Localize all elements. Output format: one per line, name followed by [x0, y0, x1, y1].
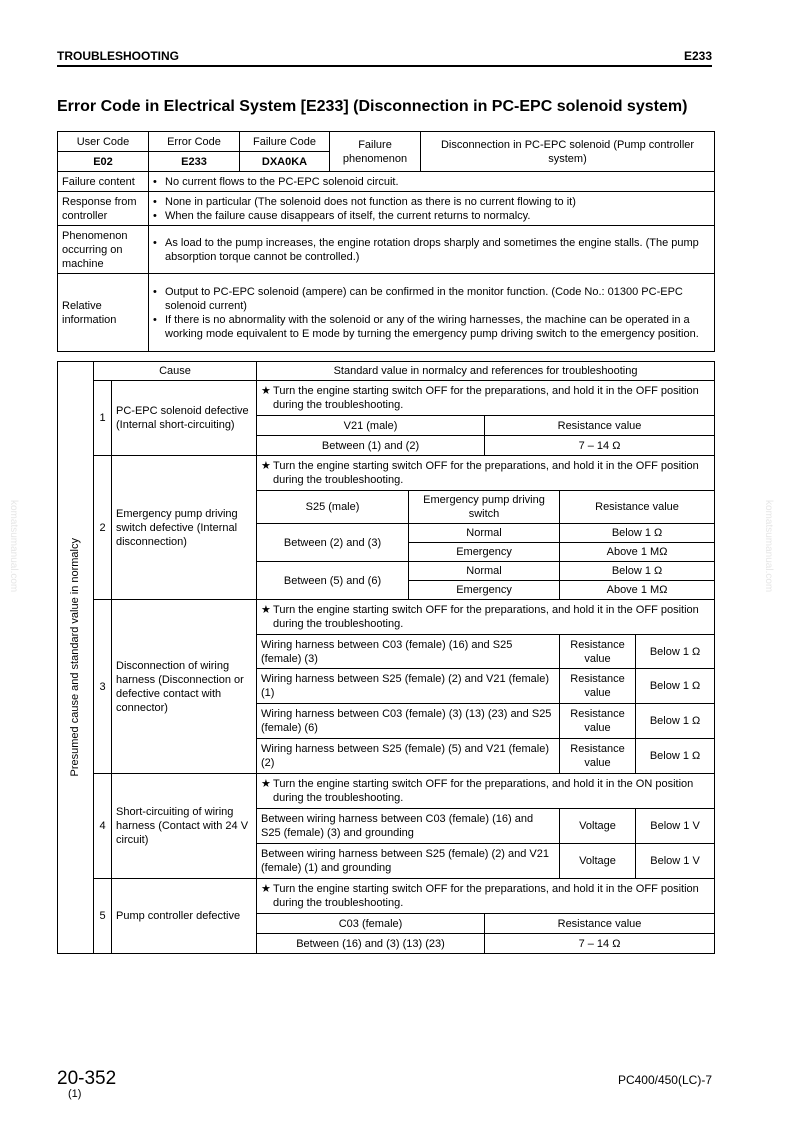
user-code-label: User Code — [58, 132, 149, 152]
cause-1-number: 1 — [94, 381, 112, 456]
c2-emergency-1: Emergency — [409, 543, 560, 562]
phenomenon-value — [149, 226, 715, 274]
c3-harness-3: Wiring harness between C03 (female) (3) (13) (23) and S25 (female) (6) — [257, 704, 560, 739]
relative-info-label: Relative information — [58, 274, 149, 352]
failure-content-value — [149, 172, 715, 192]
c3-type-2: Resistance value — [560, 669, 636, 704]
failure-code-value: DXA0KA — [240, 152, 330, 172]
c4-value-1: Below 1 V — [636, 809, 715, 844]
failure-phenomenon-value: Disconnection in PC-EPC solenoid (Pump controller system) — [421, 132, 715, 172]
section-header: TROUBLESHOOTING — [57, 49, 179, 63]
c2-col-resistance: Resistance value — [560, 491, 715, 524]
c1-col-resistance: Resistance value — [485, 416, 715, 436]
standard-header: Standard value in normalcy and references for troubleshooting — [257, 362, 715, 381]
c4-type-1: Voltage — [560, 809, 636, 844]
star-icon: ★ — [261, 883, 271, 895]
side-label-cell — [58, 362, 94, 954]
c3-value-4: Below 1 Ω — [636, 739, 715, 774]
page-title: Error Code in Electrical System [E233] (Disconnection in PC-EPC solenoid system) — [57, 98, 688, 115]
side-label: Presumed cause and standard value in normalcy — [69, 538, 81, 777]
c1-col-connector: V21 (male) — [257, 416, 485, 436]
page-number: 20-352 — [57, 1068, 117, 1089]
c3-harness-2: Wiring harness between S25 (female) (2) and V21 (female) (1) — [257, 669, 560, 704]
cause-1-note-text: Turn the engine starting switch OFF for the preparations, and hold it in the OFF position during the troubleshooting. — [273, 385, 699, 411]
cause-2-note-text: Turn the engine starting switch OFF for the preparations, and hold it in the OFF position during the troubleshooting. — [273, 460, 699, 486]
cause-4-number: 4 — [94, 774, 112, 879]
cause-5-number: 5 — [94, 879, 112, 954]
star-icon: ★ — [261, 460, 271, 472]
summary-table — [57, 131, 715, 352]
failure-content-label: Failure content — [58, 172, 149, 192]
cause-3-note — [257, 600, 715, 635]
star-icon: ★ — [261, 385, 271, 397]
cause-3-number: 3 — [94, 600, 112, 774]
c3-harness-1: Wiring harness between C03 (female) (16) and S25 (female) (3) — [257, 635, 560, 669]
cause-1-note — [257, 381, 715, 416]
bullet: • — [153, 195, 157, 208]
c4-type-2: Voltage — [560, 844, 636, 879]
response-value — [149, 192, 715, 226]
response-text-2: When the failure cause disappears of itself, the current returns to normalcy. — [165, 209, 531, 222]
relative-info-text-1: Output to PC-EPC solenoid (ampere) can be confirmed in the monitor function. (Code No.: 01300 PC-EPC solenoid current) — [165, 285, 683, 312]
c2-col-switch: Emergency pump driving switch — [409, 491, 560, 524]
cause-3-text: Disconnection of wiring harness (Disconnection or defective contact with connector) — [112, 600, 257, 774]
cause-4-note — [257, 774, 715, 809]
phenomenon-label: Phenomenon occurring on machine — [58, 226, 149, 274]
cause-2-number: 2 — [94, 456, 112, 600]
page-revision: (1) — [68, 1088, 82, 1100]
cause-4-text: Short-circuiting of wiring harness (Contact with 24 V circuit) — [112, 774, 257, 879]
header-rule — [57, 65, 712, 67]
bullet: • — [153, 313, 157, 326]
c2-below-1: Below 1 Ω — [560, 524, 715, 543]
cause-header: Cause — [94, 362, 257, 381]
failure-code-label: Failure Code — [240, 132, 330, 152]
c3-harness-4: Wiring harness between S25 (female) (5) and V21 (female) (2) — [257, 739, 560, 774]
error-code-header: E233 — [683, 49, 712, 63]
error-code-value: E233 — [149, 152, 240, 172]
cause-5-note-text: Turn the engine starting switch OFF for the preparations, and hold it in the OFF position during the troubleshooting. — [273, 883, 699, 909]
bullet: • — [153, 209, 157, 222]
c3-value-2: Below 1 Ω — [636, 669, 715, 704]
c2-col-connector: S25 (male) — [257, 491, 409, 524]
c1-row-value: 7 – 14 Ω — [485, 436, 715, 456]
failure-content-text: No current flows to the PC-EPC solenoid circuit. — [165, 175, 399, 188]
bullet: • — [153, 285, 157, 298]
c1-row-pins: Between (1) and (2) — [257, 436, 485, 456]
c3-type-3: Resistance value — [560, 704, 636, 739]
c2-above-1: Above 1 MΩ — [560, 543, 715, 562]
c5-row-value: 7 – 14 Ω — [485, 934, 715, 954]
c2-normal-2: Normal — [409, 562, 560, 581]
c4-harness-1: Between wiring harness between C03 (female) (16) and S25 (female) (3) and grounding — [257, 809, 560, 844]
cause-2-note — [257, 456, 715, 491]
cause-2-text: Emergency pump driving switch defective (Internal disconnection) — [112, 456, 257, 600]
bullet: • — [153, 236, 157, 249]
cause-5-note — [257, 879, 715, 914]
c2-normal-1: Normal — [409, 524, 560, 543]
bullet: • — [153, 175, 157, 188]
c2-emergency-2: Emergency — [409, 581, 560, 600]
c5-row-pins: Between (16) and (3) (13) (23) — [257, 934, 485, 954]
model-name: PC400/450(LC)-7 — [617, 1073, 712, 1087]
watermark-left: komatsumanual.com — [8, 500, 19, 593]
c3-type-1: Resistance value — [560, 635, 636, 669]
c2-below-2: Below 1 Ω — [560, 562, 715, 581]
c2-above-2: Above 1 MΩ — [560, 581, 715, 600]
phenomenon-text: As load to the pump increases, the engine rotation drops sharply and sometimes the engine stalls. (The pump absorption torque cannot be controlled.) — [165, 236, 699, 263]
cause-3-note-text: Turn the engine starting switch OFF for the preparations, and hold it in the OFF position during the troubleshooting. — [273, 604, 699, 630]
c4-value-2: Below 1 V — [636, 844, 715, 879]
c4-harness-2: Between wiring harness between S25 (female) (2) and V21 (female) (1) and grounding — [257, 844, 560, 879]
response-label: Response from controller — [58, 192, 149, 226]
response-text-1: None in particular (The solenoid does not function as there is no current flowing to it) — [165, 195, 576, 208]
relative-info-value — [149, 274, 715, 352]
c3-type-4: Resistance value — [560, 739, 636, 774]
star-icon: ★ — [261, 778, 271, 790]
error-code-label: Error Code — [149, 132, 240, 152]
c3-value-3: Below 1 Ω — [636, 704, 715, 739]
c3-value-1: Below 1 Ω — [636, 635, 715, 669]
c5-col-connector: C03 (female) — [257, 914, 485, 934]
c2-pair-2: Between (5) and (6) — [257, 562, 409, 600]
relative-info-text-2: If there is no abnormality with the solenoid or any of the wiring harnesses, the machine can be operated in a working mode equivalent to E mode by turning the emergency pump driving switch to the emergency position. — [165, 313, 699, 340]
cause-5-text: Pump controller defective — [112, 879, 257, 954]
failure-phenomenon-label: Failure phenomenon — [330, 132, 421, 172]
watermark-right: komatsumanual.com — [763, 500, 774, 593]
cause-1-text: PC-EPC solenoid defective (Internal short-circuiting) — [112, 381, 257, 456]
c2-pair-1: Between (2) and (3) — [257, 524, 409, 562]
c5-col-resistance: Resistance value — [485, 914, 715, 934]
cause-4-note-text: Turn the engine starting switch OFF for the preparations, and hold it in the ON position during the troubleshooting. — [273, 778, 694, 804]
star-icon: ★ — [261, 604, 271, 616]
user-code-value: E02 — [58, 152, 149, 172]
causes-table — [57, 361, 715, 954]
